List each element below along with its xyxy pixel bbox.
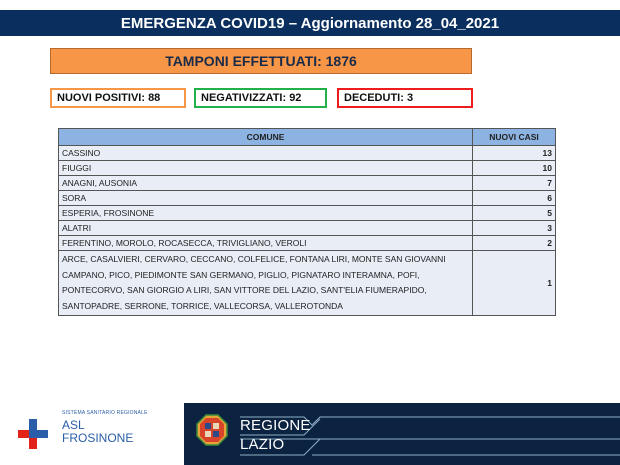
table-row — [59, 146, 556, 161]
comune-cell: ALATRI — [59, 221, 473, 236]
table-header-row — [59, 129, 556, 146]
deceduti-box: DECEDUTI: 3 — [337, 88, 473, 108]
tamponi-banner: TAMPONI EFFETTUATI: 1876 — [50, 48, 472, 74]
regione-line2: LAZIO — [240, 436, 285, 453]
casi-cell: 7 — [473, 176, 556, 191]
asl-logo-text — [62, 419, 133, 445]
asl-line1: ASL — [62, 418, 85, 432]
decorative-lines — [184, 403, 620, 465]
casi-cell: 5 — [473, 206, 556, 221]
table-row — [59, 206, 556, 221]
regione-lazio-banner — [184, 403, 620, 465]
column-header-comune: COMUNE — [59, 129, 473, 146]
casi-cell: 13 — [473, 146, 556, 161]
casi-cell: 3 — [473, 221, 556, 236]
comune-cell: CASSINO — [59, 146, 473, 161]
table-row — [59, 236, 556, 251]
column-header-nuovi-casi: NUOVI CASI — [473, 129, 556, 146]
casi-cell: 2 — [473, 236, 556, 251]
casi-cell: 6 — [473, 191, 556, 206]
page-title: EMERGENZA COVID19 – Aggiornamento 28_04_2021 — [0, 10, 620, 36]
casi-cell: 1 — [473, 251, 556, 316]
table-row — [59, 191, 556, 206]
table-row — [59, 221, 556, 236]
nuovi-positivi-box: NUOVI POSITIVI: 88 — [50, 88, 186, 108]
cases-table — [58, 128, 556, 316]
comune-cell: SORA — [59, 191, 473, 206]
comune-cell: ARCE, CASALVIERI, CERVARO, CECCANO, COLFELICE, FONTANA LIRI, MONTE SAN GIOVANNI CAMPANO, PICO, PIEDIMONTE SAN GERMANO, PIGLIO, PIGNATARO INTERAMNA, POFI, PONTECORVO, SAN GIORGIO A LIRI, SAN VITTORE DEL LAZIO, SANT'ELIA FIUMERAPIDO, SANTOPADRE, SERRONE, TORRICE, VALLECORSA, VALLEROTONDA — [59, 251, 473, 316]
comune-cell: FERENTINO, MOROLO, ROCASECCA, TRIVIGLIANO, VEROLI — [59, 236, 473, 251]
comune-cell: FIUGGI — [59, 161, 473, 176]
table-row — [59, 161, 556, 176]
casi-cell: 10 — [473, 161, 556, 176]
asl-cross-icon — [18, 405, 50, 453]
asl-line2: FROSINONE — [62, 431, 134, 445]
regione-line1: REGIONE — [240, 417, 311, 434]
table-row — [59, 176, 556, 191]
comune-cell: ANAGNI, AUSONIA — [59, 176, 473, 191]
comune-cell: ESPERIA, FROSINONE — [59, 206, 473, 221]
table-row — [59, 251, 556, 316]
asl-subtitle: SISTEMA SANITARIO REGIONALE — [62, 410, 148, 416]
negativizzati-box: NEGATIVIZZATI: 92 — [194, 88, 327, 108]
